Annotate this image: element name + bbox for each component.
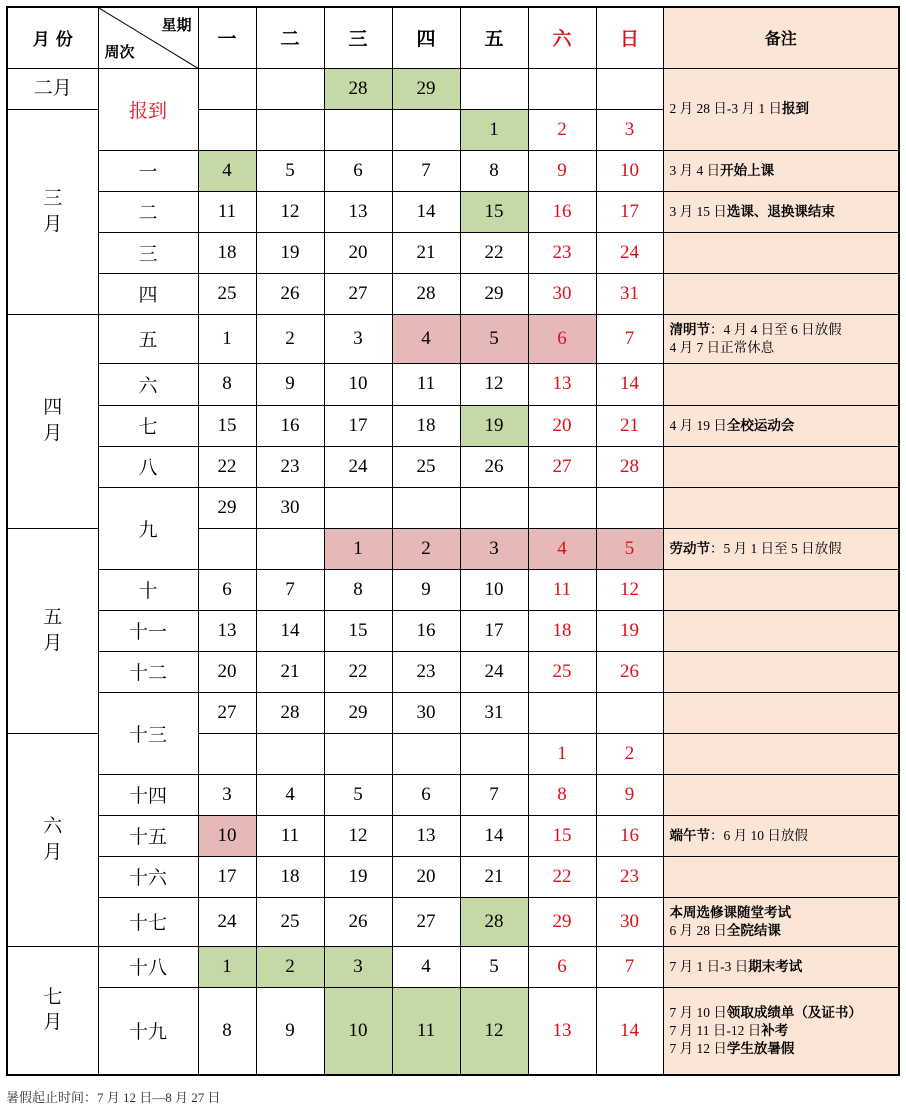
note-summer-break: 7 月 10 日领取成绩单（及证书） 7 月 11 日-12 日补考 7 月 12 日学生放暑假 bbox=[663, 987, 899, 1075]
day-cell: 6 bbox=[392, 774, 460, 815]
day-cell: 13 bbox=[324, 191, 392, 232]
note-empty bbox=[663, 446, 899, 487]
day-cell bbox=[596, 68, 663, 109]
week-number: 十七 bbox=[98, 897, 198, 946]
day-cell bbox=[460, 487, 528, 528]
table-row bbox=[7, 856, 899, 897]
day-cell: 22 bbox=[460, 232, 528, 273]
day-cell: 18 bbox=[528, 610, 596, 651]
day-cell: 7 bbox=[596, 314, 663, 363]
day-cell: 28 bbox=[256, 692, 324, 733]
table-row bbox=[7, 273, 899, 314]
day-cell: 22 bbox=[324, 651, 392, 692]
day-cell bbox=[324, 487, 392, 528]
table-row bbox=[7, 487, 899, 528]
week-number: 十一 bbox=[98, 610, 198, 651]
table-row bbox=[7, 987, 899, 1075]
day-cell bbox=[392, 109, 460, 150]
day-cell: 23 bbox=[392, 651, 460, 692]
day-cell: 7 bbox=[256, 569, 324, 610]
table-row bbox=[7, 651, 899, 692]
day-cell: 14 bbox=[256, 610, 324, 651]
note-final-classes: 本周选修课随堂考试 6 月 28 日全院结课 bbox=[663, 897, 899, 946]
day-cell: 7 bbox=[460, 774, 528, 815]
day-cell: 9 bbox=[528, 150, 596, 191]
day-cell: 11 bbox=[256, 815, 324, 856]
day-cell: 15 bbox=[198, 405, 256, 446]
month-may: 五 月 bbox=[7, 528, 98, 733]
weekday-corner-label: 星期 bbox=[161, 16, 192, 34]
day-header-tue: 二 bbox=[256, 7, 324, 68]
day-cell: 26 bbox=[324, 897, 392, 946]
week-number: 二 bbox=[98, 191, 198, 232]
day-cell: 6 bbox=[528, 946, 596, 987]
day-cell: 29 bbox=[460, 273, 528, 314]
table-row bbox=[7, 68, 899, 109]
day-cell: 2 bbox=[256, 946, 324, 987]
week-number: 十三 bbox=[98, 692, 198, 774]
day-cell: 8 bbox=[528, 774, 596, 815]
day-cell: 13 bbox=[528, 363, 596, 405]
day-cell: 18 bbox=[392, 405, 460, 446]
day-cell: 22 bbox=[528, 856, 596, 897]
day-cell: 25 bbox=[392, 446, 460, 487]
day-cell: 20 bbox=[198, 651, 256, 692]
day-cell: 20 bbox=[392, 856, 460, 897]
day-cell: 24 bbox=[596, 232, 663, 273]
note-course-selection: 3 月 15 日选课、退换课结束 bbox=[663, 191, 899, 232]
day-cell: 14 bbox=[596, 363, 663, 405]
week-number: 八 bbox=[98, 446, 198, 487]
table-row bbox=[7, 610, 899, 651]
day-cell: 6 bbox=[198, 569, 256, 610]
day-cell: 8 bbox=[198, 363, 256, 405]
day-cell: 28 bbox=[392, 273, 460, 314]
notes-header: 备注 bbox=[663, 7, 899, 68]
note-empty bbox=[663, 856, 899, 897]
week-number-corner-label: 周次 bbox=[104, 42, 135, 61]
day-cell: 5 bbox=[256, 150, 324, 191]
day-cell: 4 bbox=[392, 314, 460, 363]
day-cell bbox=[460, 733, 528, 774]
day-cell: 9 bbox=[596, 774, 663, 815]
note-empty bbox=[663, 273, 899, 314]
day-cell: 30 bbox=[256, 487, 324, 528]
week-day-corner-header bbox=[98, 7, 198, 68]
day-cell: 16 bbox=[528, 191, 596, 232]
note-empty bbox=[663, 569, 899, 610]
day-cell: 19 bbox=[596, 610, 663, 651]
note-qingming: 清明节：4 月 4 日至 6 日放假 4 月 7 日正常休息 bbox=[663, 314, 899, 363]
day-cell: 3 bbox=[324, 314, 392, 363]
day-cell: 21 bbox=[460, 856, 528, 897]
day-cell: 11 bbox=[198, 191, 256, 232]
day-cell: 14 bbox=[392, 191, 460, 232]
day-cell bbox=[460, 68, 528, 109]
note-registration: 2 月 28 日-3 月 1 日报到 bbox=[663, 68, 899, 150]
week-number: 十 bbox=[98, 569, 198, 610]
day-cell bbox=[198, 733, 256, 774]
day-cell: 9 bbox=[256, 987, 324, 1075]
day-header-fri: 五 bbox=[460, 7, 528, 68]
week-number: 四 bbox=[98, 273, 198, 314]
day-cell: 24 bbox=[198, 897, 256, 946]
day-cell bbox=[256, 733, 324, 774]
day-cell: 13 bbox=[392, 815, 460, 856]
note-labor-day: 劳动节：5 月 1 日至 5 日放假 bbox=[663, 528, 899, 569]
note-empty bbox=[663, 610, 899, 651]
note-empty bbox=[663, 692, 899, 733]
day-cell: 12 bbox=[324, 815, 392, 856]
month-header: 月 份 bbox=[7, 7, 98, 68]
day-cell: 29 bbox=[198, 487, 256, 528]
week-number: 六 bbox=[98, 363, 198, 405]
day-cell: 16 bbox=[596, 815, 663, 856]
day-cell: 5 bbox=[460, 314, 528, 363]
day-cell: 27 bbox=[198, 692, 256, 733]
week-number: 九 bbox=[98, 487, 198, 569]
month-apr: 四 月 bbox=[7, 314, 98, 528]
week-number: 三 bbox=[98, 232, 198, 273]
day-cell: 8 bbox=[198, 987, 256, 1075]
note-empty bbox=[663, 733, 899, 774]
day-cell: 12 bbox=[596, 569, 663, 610]
table-row bbox=[7, 897, 899, 946]
day-cell: 2 bbox=[596, 733, 663, 774]
day-cell: 28 bbox=[324, 68, 392, 109]
day-cell: 17 bbox=[460, 610, 528, 651]
day-cell: 17 bbox=[596, 191, 663, 232]
day-header-wed: 三 bbox=[324, 7, 392, 68]
day-cell: 14 bbox=[596, 987, 663, 1075]
day-cell: 30 bbox=[528, 273, 596, 314]
school-calendar-table bbox=[6, 6, 900, 1076]
week-number: 五 bbox=[98, 314, 198, 363]
day-cell: 15 bbox=[324, 610, 392, 651]
day-cell: 1 bbox=[324, 528, 392, 569]
day-cell: 4 bbox=[528, 528, 596, 569]
week-number: 一 bbox=[98, 150, 198, 191]
day-cell: 9 bbox=[256, 363, 324, 405]
day-cell: 16 bbox=[256, 405, 324, 446]
day-cell: 8 bbox=[460, 150, 528, 191]
day-cell: 3 bbox=[460, 528, 528, 569]
day-cell: 27 bbox=[392, 897, 460, 946]
day-cell: 17 bbox=[324, 405, 392, 446]
day-cell: 10 bbox=[596, 150, 663, 191]
note-empty bbox=[663, 774, 899, 815]
day-header-sun: 日 bbox=[596, 7, 663, 68]
note-sports-meet: 4 月 19 日全校运动会 bbox=[663, 405, 899, 446]
day-cell: 19 bbox=[256, 232, 324, 273]
table-row bbox=[7, 446, 899, 487]
day-cell: 2 bbox=[528, 109, 596, 150]
week-number: 七 bbox=[98, 405, 198, 446]
day-cell: 19 bbox=[324, 856, 392, 897]
day-cell: 13 bbox=[528, 987, 596, 1075]
day-cell bbox=[256, 528, 324, 569]
day-cell: 27 bbox=[324, 273, 392, 314]
day-cell: 3 bbox=[198, 774, 256, 815]
week-number: 十六 bbox=[98, 856, 198, 897]
week-number: 十九 bbox=[98, 987, 198, 1075]
day-cell: 20 bbox=[528, 405, 596, 446]
day-cell: 21 bbox=[596, 405, 663, 446]
day-cell: 12 bbox=[256, 191, 324, 232]
day-cell: 5 bbox=[324, 774, 392, 815]
day-cell: 26 bbox=[460, 446, 528, 487]
day-cell: 29 bbox=[324, 692, 392, 733]
day-header-sat: 六 bbox=[528, 7, 596, 68]
table-row bbox=[7, 314, 899, 363]
month-jun: 六 月 bbox=[7, 733, 98, 946]
note-empty bbox=[663, 363, 899, 405]
note-empty bbox=[663, 487, 899, 528]
day-cell bbox=[528, 68, 596, 109]
table-row bbox=[7, 815, 899, 856]
day-cell bbox=[198, 109, 256, 150]
day-cell: 11 bbox=[528, 569, 596, 610]
day-cell: 8 bbox=[324, 569, 392, 610]
day-cell: 24 bbox=[460, 651, 528, 692]
day-cell: 15 bbox=[460, 191, 528, 232]
day-cell: 23 bbox=[596, 856, 663, 897]
day-cell: 23 bbox=[528, 232, 596, 273]
day-cell: 30 bbox=[392, 692, 460, 733]
day-cell: 1 bbox=[460, 109, 528, 150]
month-jul: 七 月 bbox=[7, 946, 98, 1075]
day-cell: 11 bbox=[392, 987, 460, 1075]
day-cell bbox=[324, 109, 392, 150]
week-number: 十四 bbox=[98, 774, 198, 815]
day-cell: 21 bbox=[392, 232, 460, 273]
day-cell: 14 bbox=[460, 815, 528, 856]
day-cell: 20 bbox=[324, 232, 392, 273]
note-final-exams: 7 月 1 日-3 日期末考试 bbox=[663, 946, 899, 987]
day-cell: 31 bbox=[596, 273, 663, 314]
week-registration: 报到 bbox=[98, 68, 198, 150]
day-cell: 4 bbox=[198, 150, 256, 191]
day-cell: 4 bbox=[392, 946, 460, 987]
day-cell: 3 bbox=[596, 109, 663, 150]
day-cell: 9 bbox=[392, 569, 460, 610]
table-row bbox=[7, 232, 899, 273]
day-cell bbox=[596, 692, 663, 733]
day-cell: 5 bbox=[460, 946, 528, 987]
day-cell bbox=[198, 528, 256, 569]
table-row bbox=[7, 363, 899, 405]
day-cell: 21 bbox=[256, 651, 324, 692]
day-cell bbox=[528, 487, 596, 528]
summer-vacation-footnote: 暑假起止时间：7 月 12 日—8 月 27 日 bbox=[6, 1090, 221, 1105]
table-row bbox=[7, 569, 899, 610]
day-cell bbox=[596, 487, 663, 528]
note-dragon-boat: 端午节：6 月 10 日放假 bbox=[663, 815, 899, 856]
day-cell: 10 bbox=[198, 815, 256, 856]
day-header-thu: 四 bbox=[392, 7, 460, 68]
note-class-start: 3 月 4 日开始上课 bbox=[663, 150, 899, 191]
day-cell: 27 bbox=[528, 446, 596, 487]
day-cell: 16 bbox=[392, 610, 460, 651]
day-cell: 6 bbox=[528, 314, 596, 363]
day-cell: 28 bbox=[460, 897, 528, 946]
day-cell: 7 bbox=[392, 150, 460, 191]
day-cell: 6 bbox=[324, 150, 392, 191]
day-cell: 17 bbox=[198, 856, 256, 897]
day-cell: 10 bbox=[324, 363, 392, 405]
day-cell: 19 bbox=[460, 405, 528, 446]
day-cell: 25 bbox=[256, 897, 324, 946]
day-cell: 26 bbox=[256, 273, 324, 314]
day-cell: 31 bbox=[460, 692, 528, 733]
day-cell: 28 bbox=[596, 446, 663, 487]
day-cell: 5 bbox=[596, 528, 663, 569]
table-row bbox=[7, 692, 899, 733]
day-cell: 25 bbox=[198, 273, 256, 314]
day-cell: 7 bbox=[596, 946, 663, 987]
day-header-mon: 一 bbox=[198, 7, 256, 68]
day-cell: 10 bbox=[460, 569, 528, 610]
day-cell bbox=[324, 733, 392, 774]
table-row bbox=[7, 191, 899, 232]
month-feb: 二月 bbox=[7, 68, 98, 109]
week-number: 十二 bbox=[98, 651, 198, 692]
day-cell: 2 bbox=[392, 528, 460, 569]
day-cell: 1 bbox=[198, 946, 256, 987]
day-cell: 1 bbox=[528, 733, 596, 774]
note-empty bbox=[663, 232, 899, 273]
day-cell: 25 bbox=[528, 651, 596, 692]
day-cell: 2 bbox=[256, 314, 324, 363]
week-number: 十五 bbox=[98, 815, 198, 856]
day-cell: 22 bbox=[198, 446, 256, 487]
day-cell: 13 bbox=[198, 610, 256, 651]
week-number: 十八 bbox=[98, 946, 198, 987]
header-row bbox=[7, 7, 899, 68]
table-row bbox=[7, 405, 899, 446]
day-cell: 24 bbox=[324, 446, 392, 487]
month-mar: 三 月 bbox=[7, 109, 98, 314]
table-row bbox=[7, 946, 899, 987]
day-cell: 18 bbox=[256, 856, 324, 897]
day-cell: 10 bbox=[324, 987, 392, 1075]
day-cell: 1 bbox=[198, 314, 256, 363]
day-cell: 3 bbox=[324, 946, 392, 987]
note-empty bbox=[663, 651, 899, 692]
day-cell: 15 bbox=[528, 815, 596, 856]
day-cell bbox=[392, 487, 460, 528]
table-row bbox=[7, 774, 899, 815]
day-cell bbox=[392, 733, 460, 774]
day-cell: 18 bbox=[198, 232, 256, 273]
day-cell: 23 bbox=[256, 446, 324, 487]
day-cell: 12 bbox=[460, 987, 528, 1075]
day-cell bbox=[256, 109, 324, 150]
day-cell bbox=[256, 68, 324, 109]
day-cell: 4 bbox=[256, 774, 324, 815]
day-cell: 11 bbox=[392, 363, 460, 405]
table-row bbox=[7, 150, 899, 191]
day-cell: 29 bbox=[392, 68, 460, 109]
day-cell: 29 bbox=[528, 897, 596, 946]
day-cell: 30 bbox=[596, 897, 663, 946]
day-cell bbox=[528, 692, 596, 733]
day-cell: 26 bbox=[596, 651, 663, 692]
day-cell: 12 bbox=[460, 363, 528, 405]
day-cell bbox=[198, 68, 256, 109]
